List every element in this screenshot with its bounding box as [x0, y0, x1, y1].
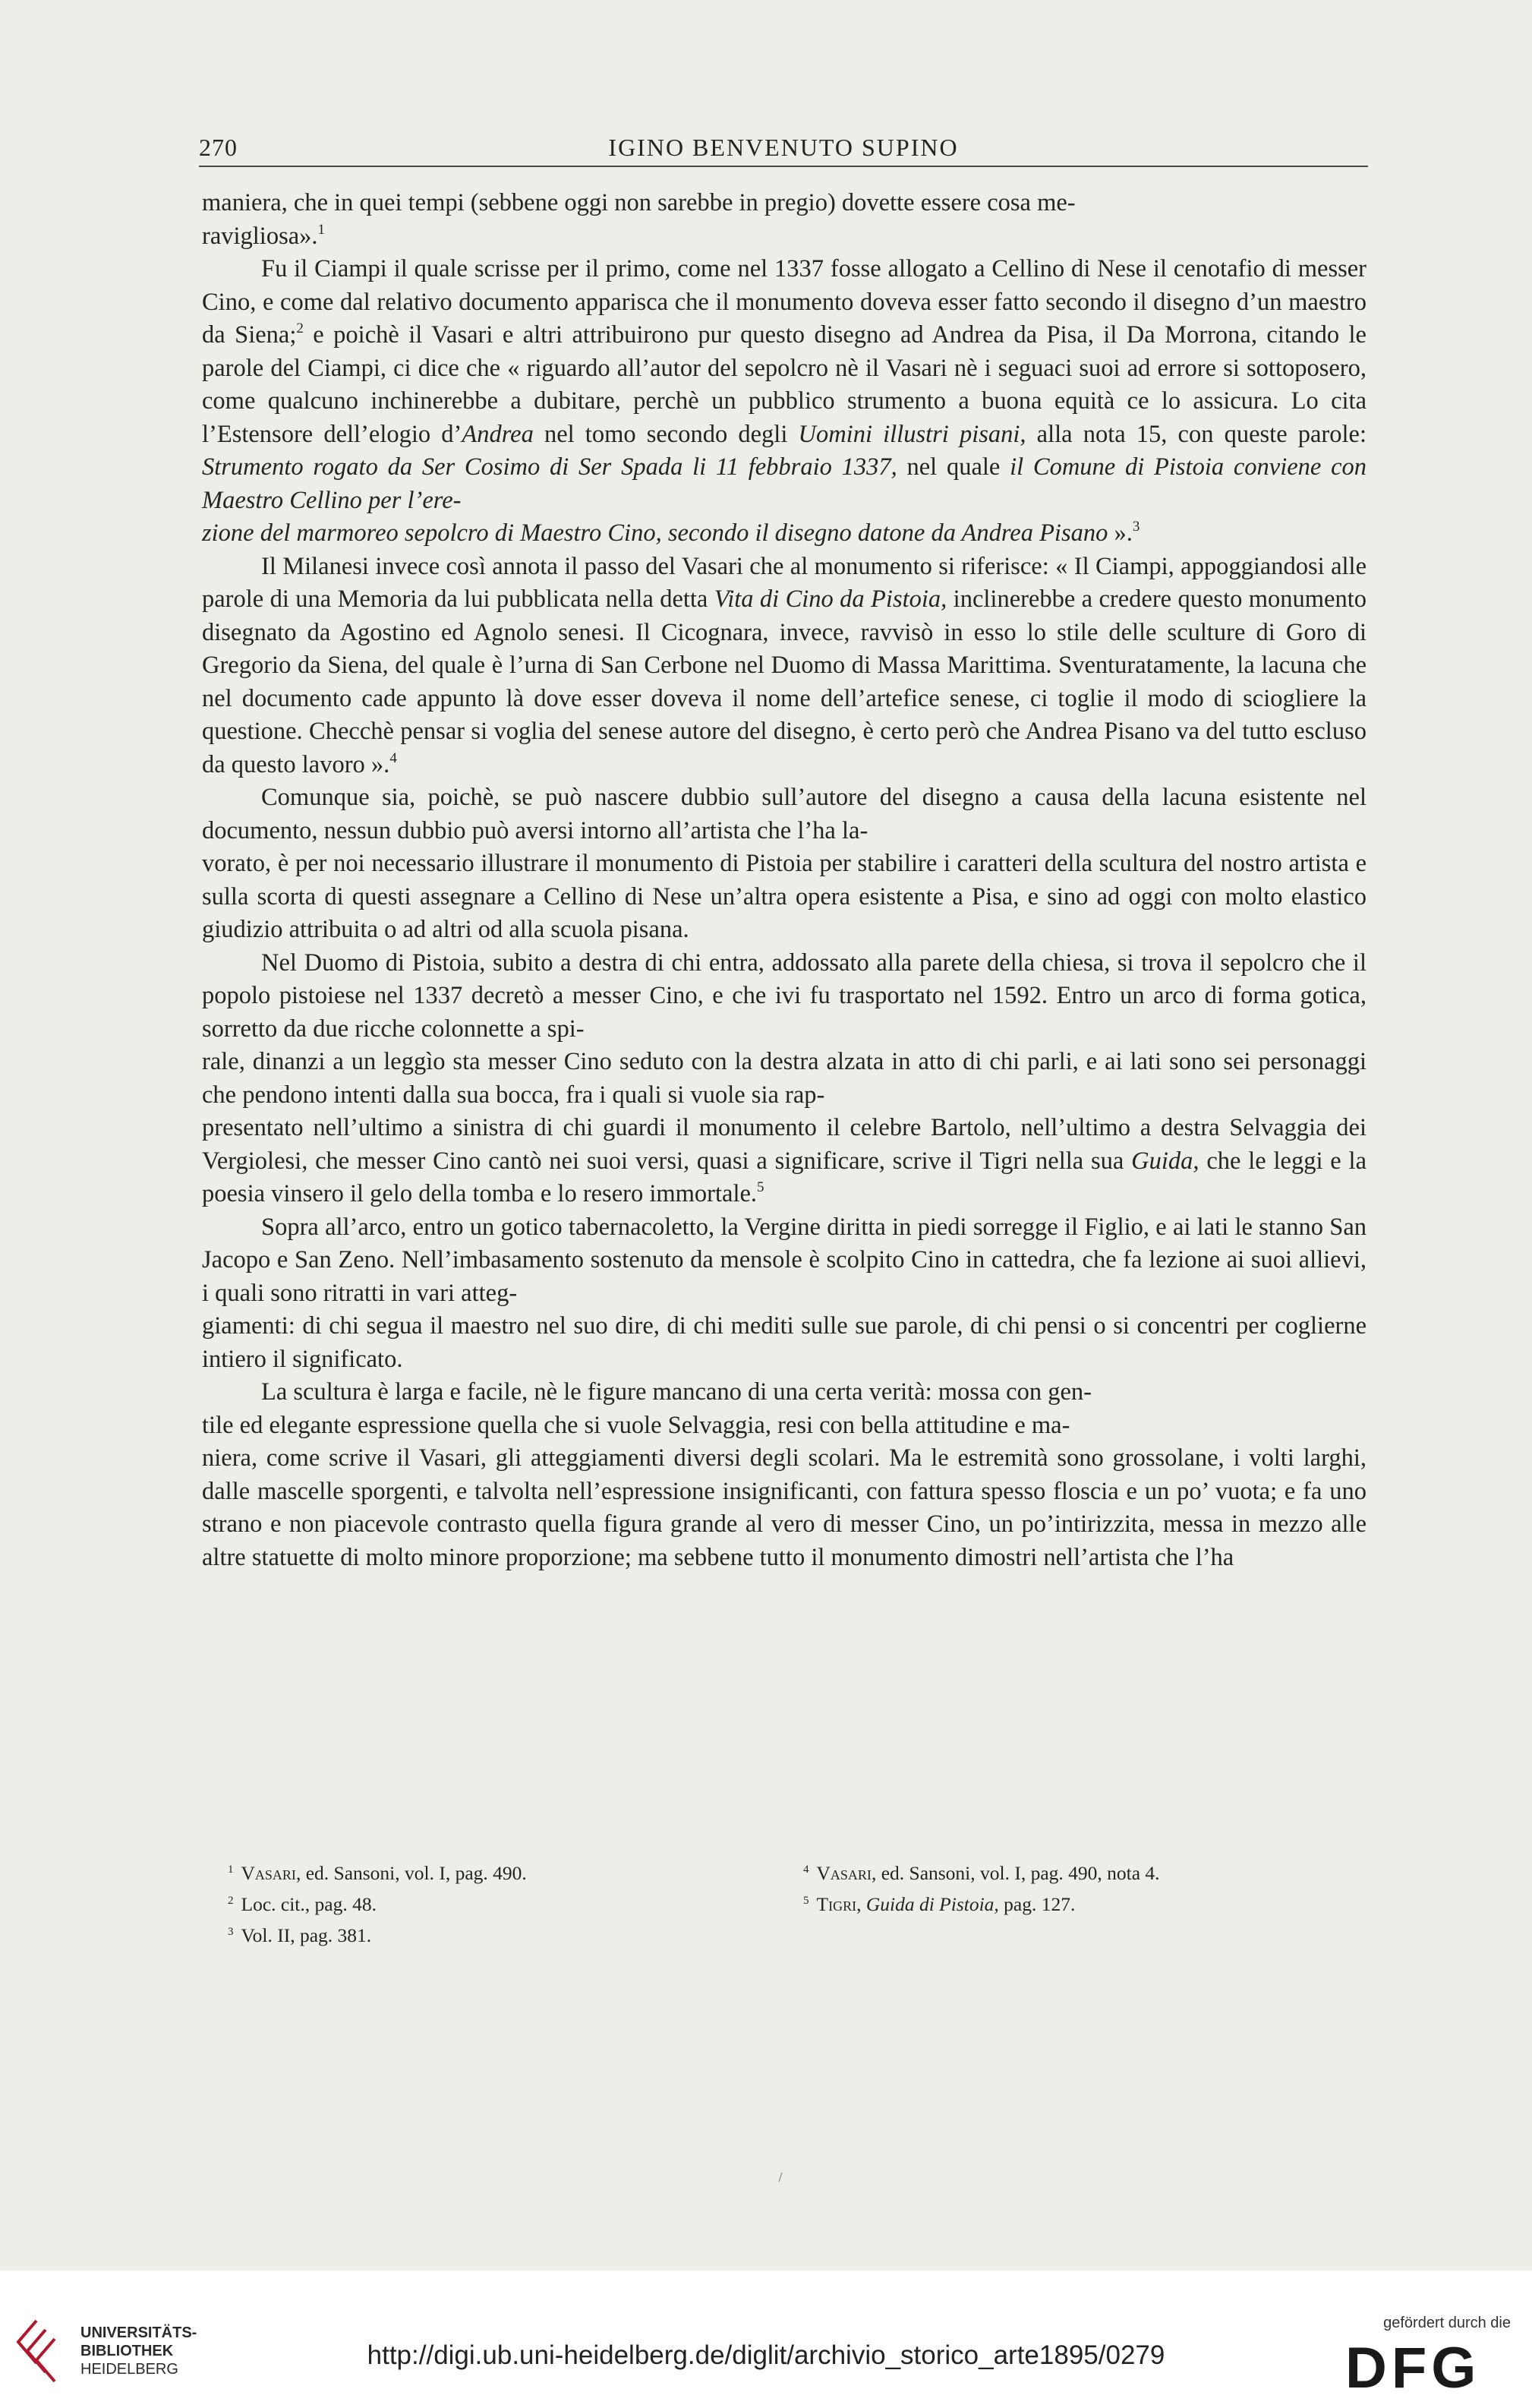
- funding-note: gefördert durch die: [1383, 2315, 1511, 2331]
- paragraph: maniera, che in quei tempi (sebbene oggi non sarebbe in pregio) dovette essere cosa me- ravigliosa».$^1$: [202, 189, 1076, 250]
- paragraph: Nel Duomo di Pistoia, subito a destra di chi entra, addossato alla parete della chiesa, si trova il sepolcro che il popolo pistoiese nel 1337 decretò a messer Cino, e che ivi fu trasportato nel 1592. Entro un arco di forma gotica, sorretto da due ricche colonnette a spi- rale, dinanzi a un leggìo sta messer Cino seduto con la destra alzata in atto di chi parli, e ai lati sono sei personaggi che pendono intenti dalla sua bocca, fra i quali si vuole sia rap- presentato nell’ultimo a sinistra di chi guardi il monumento il celebre Bartolo, nell’ultimo a destra Selvaggia dei Vergiolesi, che messer Cino cantò nei suoi versi, quasi a significare, scrive il Tigri nella sua Guida, che le leggi e la poesia vinsero il gelo della tomba e lo resero immortale.$^5$: [202, 948, 1367, 1207]
- page-number: 270: [199, 134, 238, 161]
- dfg-logo-icon: [1345, 2339, 1509, 2392]
- footnote: $^2$ Loc. cit., pag. 48.: [228, 1893, 377, 1915]
- library-name: UNIVERSITÄTS- BIBLIOTHEK HEIDELBERG: [80, 2324, 197, 2378]
- dfg-logo-text: DFG: [1345, 2339, 1481, 2392]
- footnote: $^4$ Vasari, ed. Sansoni, vol. I, pag. 490, nota 4.: [803, 1862, 1160, 1884]
- header-rule: [199, 166, 1368, 167]
- footnotes-right-column: [803, 1856, 1365, 1918]
- running-head: [199, 131, 1368, 167]
- stray-mark: [777, 2172, 783, 2182]
- footnote: $^1$ Vasari, ed. Sansoni, vol. I, pag. 490.: [228, 1862, 527, 1884]
- digitization-footer: [0, 2271, 1532, 2408]
- footnote: $^5$ Tigri, Guida di Pistoia, pag. 127.: [803, 1893, 1076, 1915]
- permalink-url[interactable]: http://digi.ub.uni-heidelberg.de/diglit/archivio_storico_arte1895/0279: [367, 2340, 1165, 2370]
- paragraph: Fu il Ciampi il quale scrisse per il primo, come nel 1337 fosse allogato a Cellino di Nese il cenotafio di messer Cino, e come dal relativo documento apparisca che il monumento doveva esser fatto secondo il disegno d’un maestro da Siena;$^2$ e poichè il Vasari e altri attribuirono pur questo disegno ad Andrea da Pisa, il Da Morrona, citando le parole del Ciampi, ci dice che « riguardo all’autor del sepolcro nè il Vasari nè i seguaci suoi ad errore si sottoposero, come qualcuno inchinerebbe a dubitare, perchè un pubblico strumento a buona equità ce lo assicura. Lo cita l’Estensore dell’elogio d’Andrea nel tomo secondo degli Uomini illustri pisani, alla nota 15, con queste parole: Strumento rogato da Ser Cosimo di Ser Spada li 11 febbraio 1337, nel quale il Comune di Pistoia conviene con Maestro Cellino per l’ere- zione del marmoreo sepolcro di Maestro Cino, secondo il disegno datone da Andrea Pisano ».$^3$: [202, 255, 1367, 547]
- footnotes-left-column: [228, 1856, 790, 1949]
- running-title: IGINO BENVENUTO SUPINO: [608, 134, 959, 161]
- paragraph: Sopra all’arco, entro un gotico tabernacoletto, la Vergine diritta in piedi sorregge il Figlio, e ai lati le stanno San Jacopo e San Zeno. Nell’imbasamento sostenuto da mensole è scolpito Cino in cattedra, che fa lezione ai suoi allievi, i quali sono ritratti in vari atteg- giamenti: di chi segua il maestro nel suo dire, di chi mediti sulle sue parole, di chi pensi o si concentri per coglierne intiero il significato.: [202, 1213, 1367, 1373]
- paragraph: La scultura è larga e facile, nè le figure mancano di una certa verità: mossa con gen- tile ed elegante espressione quella che si vuole Selvaggia, resi con bella attitudine e ma- niera, come scrive il Vasari, gli atteggiamenti diversi degli scolari. Ma le estremità sono grossolane, i volti larghi, dalle mascelle sporgenti, e talvolta nell’espressione insignificanti, con fattura spesso floscia e un po’ vuota; e fa uno strano e non piacevole contrasto quella figura grande al vero di messer Cino, un po’intirizzita, messa in mezzo alle altre statuette di molto minore proporzione; ma sebbene tutto il monumento dimostri nell’artista che l’ha: [202, 1378, 1367, 1571]
- paragraph: Il Milanesi invece così annota il passo del Vasari che al monumento si riferisce: « Il Ciampi, appoggiandosi alle parole di una Memoria da lui pubblicata nella detta Vita di Cino da Pistoia, inclinerebbe a credere questo monumento disegnato da Agostino ed Agnolo senesi. Il Cicognara, invece, ravvisò in esso lo stile delle sculture di Goro di Gregorio da Siena, del quale è l’urna di San Cerbone nel Duomo di Massa Marittima. Sventuratamente, la lacuna che nel documento cade appunto là dove esser doveva il nome dell’artefice senese, ci toglie il modo di sciogliere la questione. Checchè pensar si voglia del senese autore del disegno, è certo però che Andrea Pisano va del tutto escluso da questo lavoro ».$^4$: [202, 552, 1367, 778]
- body-text: [202, 187, 1367, 1574]
- footnote: $^3$ Vol. II, pag. 381.: [228, 1924, 372, 1946]
- paragraph: Comunque sia, poichè, se può nascere dubbio sull’autore del disegno a causa della lacuna esistente nel documento, nessun dubbio può aversi intorno all’artista che l’ha la- vorato, è per noi necessario illustrare il monumento di Pistoia per stabilire i caratteri della scultura del nostro artista e sulla scorta di questi assegnare a Cellino di Nese un’altra opera esistente a Pisa, e sino ad oggi con molto elastico giudizio attribuita o ad altri od alla scuola pisana.: [202, 784, 1367, 943]
